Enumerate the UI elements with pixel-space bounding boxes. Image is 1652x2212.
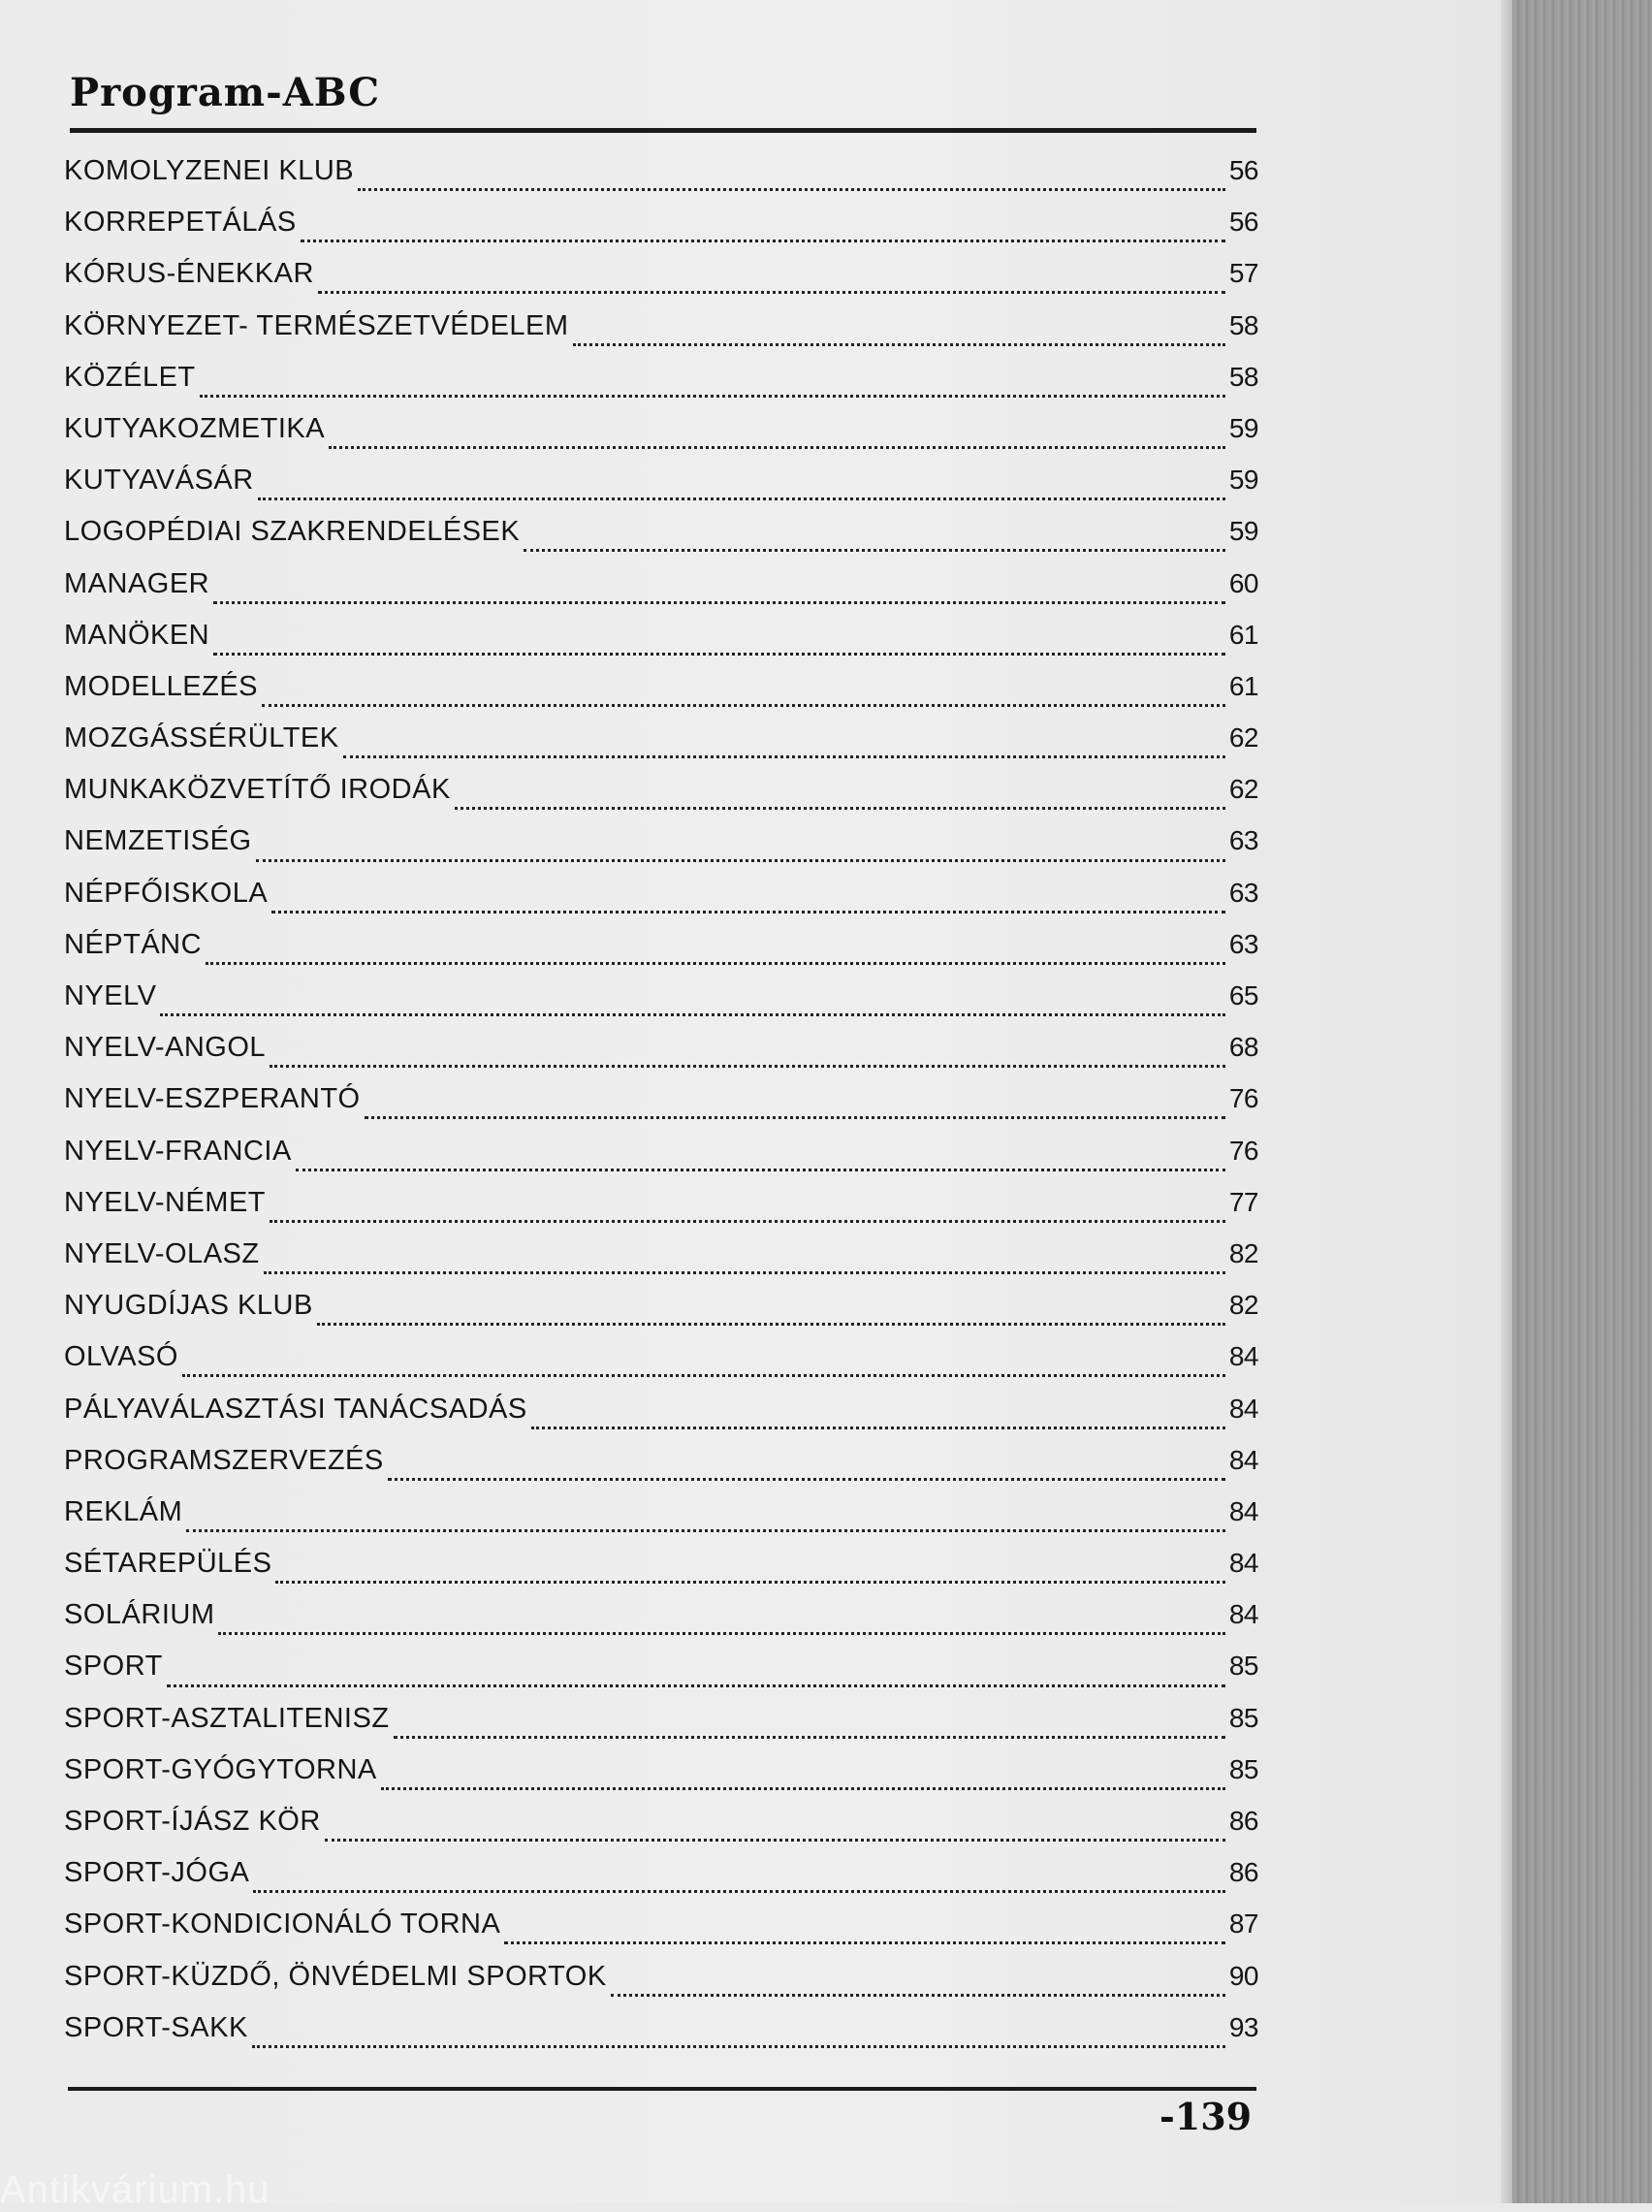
dot-leader — [504, 1941, 1225, 1944]
toc-entry-label: KUTYAVÁSÁR — [64, 465, 254, 497]
toc-entry-label: KÖZÉLET — [64, 361, 196, 393]
dot-leader — [329, 446, 1225, 449]
toc-entry-label: SPORT-JÓGA — [64, 1857, 250, 1889]
toc-entry — [64, 1341, 1258, 1393]
toc-entry — [64, 413, 1258, 465]
toc-entry-page: 85 — [1228, 1651, 1258, 1682]
dot-leader — [296, 1169, 1225, 1171]
toc-entry-page: 63 — [1228, 825, 1258, 856]
toc-entry — [64, 774, 1258, 825]
toc-entry — [64, 1083, 1258, 1135]
toc-entry-label: MOZGÁSSÉRÜLTEK — [64, 722, 339, 754]
dot-leader — [262, 704, 1225, 707]
toc-entry-label: NYUGDÍJAS KLUB — [64, 1290, 313, 1322]
toc-entry-label: NYELV — [64, 980, 157, 1011]
toc-entry — [64, 1703, 1258, 1754]
table-of-contents — [64, 155, 1258, 2064]
toc-entry-label: NÉPTÁNC — [64, 928, 203, 960]
toc-entry — [64, 722, 1258, 774]
toc-entry-page: 86 — [1228, 1806, 1258, 1836]
toc-entry-page: 84 — [1228, 1495, 1258, 1526]
dot-leader — [275, 1581, 1224, 1584]
toc-entry-label: SPORT-SAKK — [64, 2011, 248, 2043]
dot-leader — [455, 807, 1225, 810]
dot-leader — [252, 2045, 1225, 2048]
toc-entry-page: 84 — [1228, 1393, 1258, 1424]
toc-entry-page: 59 — [1228, 516, 1258, 547]
toc-entry-page: 62 — [1228, 722, 1258, 753]
dot-leader — [381, 1787, 1225, 1790]
toc-entry — [64, 1961, 1258, 2012]
toc-entry-page: 56 — [1228, 155, 1258, 185]
dot-leader — [318, 291, 1225, 294]
toc-entry-page: 93 — [1228, 2011, 1258, 2042]
toc-entry-label: NYELV-OLASZ — [64, 1237, 260, 1269]
toc-entry-page: 63 — [1228, 928, 1258, 959]
toc-entry-page: 56 — [1228, 207, 1258, 238]
dot-leader — [200, 395, 1225, 398]
dot-leader — [358, 188, 1225, 191]
toc-entry-label: SÉTAREPÜLÉS — [64, 1548, 272, 1580]
toc-entry-label: SPORT-KÜZDŐ, ÖNVÉDELMI SPORTOK — [64, 1960, 607, 1992]
toc-entry-page: 85 — [1228, 1753, 1258, 1784]
toc-entry-label: SPORT-ASZTALITENISZ — [64, 1702, 390, 1734]
page-title: Program-ABC — [70, 70, 381, 115]
toc-entry-page: 86 — [1228, 1857, 1258, 1888]
toc-entry-label: NYELV-NÉMET — [64, 1186, 267, 1218]
toc-entry — [64, 2012, 1258, 2064]
toc-entry-page: 62 — [1228, 774, 1258, 805]
toc-entry-page: 59 — [1228, 465, 1258, 496]
background-surface — [1512, 0, 1652, 2203]
dot-leader — [213, 653, 1225, 656]
toc-entry-page: 58 — [1228, 309, 1258, 340]
toc-entry-page: 68 — [1228, 1032, 1258, 1063]
toc-entry-label: NEMZETISÉG — [64, 825, 252, 857]
dot-leader — [258, 497, 1225, 500]
toc-entry-label: MUNKAKÖZVETÍTŐ IRODÁK — [64, 774, 451, 806]
toc-entry — [64, 516, 1258, 567]
toc-entry — [64, 1651, 1258, 1702]
dot-leader — [365, 1116, 1225, 1119]
toc-entry-label: MANAGER — [64, 567, 210, 599]
dot-leader — [271, 911, 1225, 914]
toc-entry-page: 58 — [1228, 361, 1258, 392]
toc-entry-label: PÁLYAVÁLASZTÁSI TANÁCSADÁS — [64, 1393, 527, 1425]
toc-entry-label: SPORT-GYÓGYTORNA — [64, 1753, 377, 1785]
toc-entry-label: NYELV-FRANCIA — [64, 1135, 292, 1167]
dot-leader — [218, 1632, 1224, 1635]
dot-leader — [325, 1839, 1225, 1842]
toc-entry — [64, 1857, 1258, 1908]
toc-entry-label: REKLÁM — [64, 1495, 183, 1527]
header-rule — [70, 128, 1256, 133]
dot-leader — [182, 1374, 1225, 1377]
toc-entry — [64, 1187, 1258, 1238]
toc-entry — [64, 1445, 1258, 1496]
toc-entry — [64, 207, 1258, 258]
dot-leader — [253, 1890, 1224, 1893]
toc-entry-page: 90 — [1228, 1960, 1258, 1991]
toc-entry — [64, 980, 1258, 1032]
toc-entry — [64, 1290, 1258, 1341]
toc-entry — [64, 1394, 1258, 1445]
dot-leader — [206, 962, 1225, 965]
toc-entry-page: 65 — [1228, 980, 1258, 1010]
toc-entry-page: 61 — [1228, 619, 1258, 650]
toc-entry-page: 57 — [1228, 258, 1258, 289]
toc-entry-page: 82 — [1228, 1237, 1258, 1268]
toc-entry-label: MODELLEZÉS — [64, 670, 258, 702]
toc-entry — [64, 825, 1258, 877]
dot-leader — [167, 1684, 1225, 1687]
watermark: Antikvárium.hu — [0, 2168, 270, 2211]
toc-entry-label: KUTYAKOZMETIKA — [64, 412, 326, 444]
toc-entry — [64, 258, 1258, 309]
toc-entry-label: KOMOLYZENEI KLUB — [64, 155, 355, 186]
toc-entry-label: NÉPFŐISKOLA — [64, 877, 269, 909]
toc-entry-page: 60 — [1228, 567, 1258, 598]
dot-leader — [611, 1994, 1225, 1997]
toc-entry — [64, 1754, 1258, 1806]
toc-entry-label: NYELV-ANGOL — [64, 1032, 267, 1064]
dot-leader — [270, 1220, 1225, 1223]
toc-entry-page: 76 — [1228, 1135, 1258, 1166]
dot-leader — [573, 343, 1225, 346]
toc-entry — [64, 1238, 1258, 1290]
toc-entry-page: 85 — [1228, 1702, 1258, 1733]
toc-entry — [64, 620, 1258, 671]
toc-entry — [64, 568, 1258, 620]
toc-entry-page: 84 — [1228, 1599, 1258, 1630]
toc-entry-label: MANÖKEN — [64, 619, 210, 651]
toc-entry-label: KÖRNYEZET- TERMÉSZETVÉDELEM — [64, 309, 569, 341]
toc-entry — [64, 155, 1258, 207]
toc-entry — [64, 1806, 1258, 1857]
dot-leader — [301, 240, 1225, 242]
toc-entry-page: 63 — [1228, 877, 1258, 908]
toc-entry — [64, 929, 1258, 980]
toc-entry-page: 84 — [1228, 1548, 1258, 1579]
dot-leader — [343, 755, 1225, 758]
toc-entry-label: LOGOPÉDIAI SZAKRENDELÉSEK — [64, 516, 521, 548]
toc-entry — [64, 1599, 1258, 1651]
toc-entry-page: 84 — [1228, 1444, 1258, 1475]
toc-entry — [64, 1908, 1258, 1960]
dot-leader — [160, 1013, 1224, 1016]
toc-entry-label: OLVASÓ — [64, 1341, 178, 1373]
toc-entry — [64, 878, 1258, 929]
toc-entry-page: 59 — [1228, 412, 1258, 443]
dot-leader — [213, 601, 1225, 604]
dot-leader — [186, 1529, 1225, 1532]
toc-entry — [64, 362, 1258, 413]
toc-entry — [64, 1548, 1258, 1599]
toc-entry-label: KÓRUS-ÉNEKKAR — [64, 258, 314, 290]
toc-entry-label: KORREPETÁLÁS — [64, 207, 297, 239]
toc-entry-label: NYELV-ESZPERANTÓ — [64, 1083, 361, 1115]
toc-entry — [64, 1032, 1258, 1083]
toc-entry-page: 77 — [1228, 1186, 1258, 1217]
dot-leader — [256, 859, 1225, 862]
toc-entry — [64, 1496, 1258, 1548]
dot-leader — [531, 1427, 1225, 1429]
toc-entry — [64, 671, 1258, 722]
toc-entry-page: 84 — [1228, 1341, 1258, 1372]
toc-entry-label: SPORT-ÍJÁSZ KÖR — [64, 1806, 321, 1837]
toc-entry-page: 87 — [1228, 1908, 1258, 1940]
dot-leader — [317, 1323, 1225, 1326]
dot-leader — [394, 1736, 1225, 1739]
toc-entry-page: 76 — [1228, 1083, 1258, 1114]
page-number: -139 — [1160, 2095, 1253, 2138]
dot-leader — [388, 1478, 1225, 1481]
toc-entry — [64, 310, 1258, 362]
toc-entry-label: SOLÁRIUM — [64, 1599, 215, 1631]
toc-entry-label: SPORT-KONDICIONÁLÓ TORNA — [64, 1908, 501, 1940]
dot-leader — [264, 1271, 1225, 1274]
toc-entry-page: 82 — [1228, 1290, 1258, 1321]
toc-entry — [64, 465, 1258, 516]
toc-entry-label: SPORT — [64, 1651, 163, 1683]
footer-rule — [68, 2087, 1256, 2091]
toc-entry-label: PROGRAMSZERVEZÉS — [64, 1444, 384, 1476]
dot-leader — [524, 549, 1225, 552]
toc-entry — [64, 1136, 1258, 1187]
toc-entry-page: 61 — [1228, 670, 1258, 701]
dot-leader — [270, 1065, 1225, 1068]
